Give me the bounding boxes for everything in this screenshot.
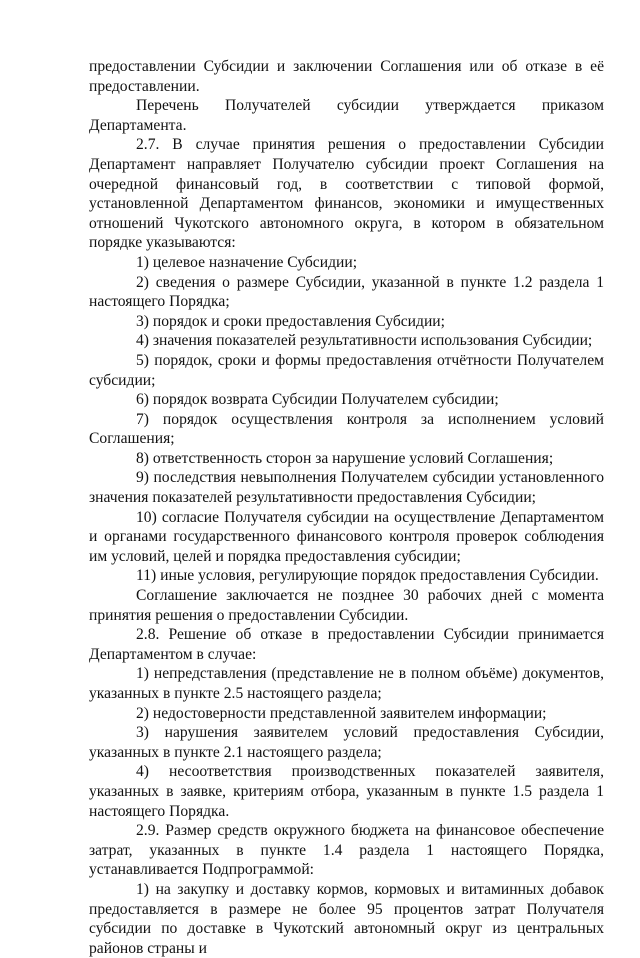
- paragraph-agreement-deadline: Соглашение заключается не позднее 30 рабочих дней с момента принятия решения о предоставлении Субсидии.: [89, 587, 604, 624]
- list-item-2-8-2: 2) недостоверности представленной заявителем информации;: [136, 704, 547, 722]
- list-item-2-7-3: 3) порядок и сроки предоставления Субсидии;: [136, 312, 445, 330]
- list-item-2-7-7: 7) порядок осуществления контроля за исполнением условий Соглашения;: [89, 410, 604, 448]
- paragraph-2-8: 2.8. Решение об отказе в предоставлении Субсидии принимается Департаментом в случае:: [89, 626, 604, 663]
- list-item-2-7-2: 2) сведения о размере Субсидии, указанной в пункте 1.2 раздела 1 настоящего Порядка;: [89, 273, 604, 311]
- paragraph-2-7: 2.7. В случае принятия решения о предоставлении Субсидии Департамент направляет Получателю субсидии проект Соглашения на очередной финансовый год, в соответствии с типовой формой, установленной Департаментом финансов, экономики и имущественных отношений Чукотского автономного округа, в котором в обязательном порядке указываются:: [89, 136, 604, 252]
- list-item-2-7-5: 5) порядок, сроки и формы предоставления отчётности Получателем субсидии;: [89, 351, 604, 389]
- list-item-2-7-11: 11) иные условия, регулирующие порядок предоставления Субсидии.: [136, 567, 599, 585]
- list-item-2-9-1: 1) на закупку и доставку кормов, кормовых и витаминных добавок предоставляется в размере не более 95 процентов затрат Получателя субсидии по доставке в Чукотский автономный округ из центральных районов страны и: [89, 880, 604, 957]
- list-item-2-7-8: 8) ответственность сторон за нарушение условий Соглашения;: [136, 449, 554, 467]
- list-item-2-8-1: 1) непредставления (представление не в полном объёме) документов, указанных в пункте 2.5 настоящего раздела;: [89, 665, 604, 702]
- list-item-2-7-1: 1) целевое назначение Субсидии;: [136, 253, 358, 271]
- list-item-2-7-9: 9) последствия невыполнения Получателем субсидии установленного значения показателей результативности предоставления Субсидии;: [89, 469, 604, 507]
- list-item-2-7-10: 10) согласие Получателя субсидии на осуществление Департаментом и органами государственного финансового контроля проверок соблюдения им условий, целей и порядка предоставления субсидии;: [89, 508, 604, 565]
- list-item-2-7-6: 6) порядок возврата Субсидии Получателем субсидии;: [136, 391, 499, 409]
- paragraph-2-9: 2.9. Размер средств окружного бюджета на финансовое обеспечение затрат, указанных в пункте 1.4 раздела 1 настоящего Порядка, устанавливается Подпрограммой:: [89, 822, 604, 879]
- paragraph-recipients-list: Перечень Получателей субсидии утверждается приказом Департамента.: [89, 97, 604, 134]
- list-item-2-8-4: 4) несоответствия производственных показателей заявителя, указанных в заявке, критериям отбора, указанным в пункте 1.5 раздела 1 настоящего Порядка.: [89, 763, 604, 820]
- list-item-2-8-3: 3) нарушения заявителем условий предоставления Субсидии, указанных в пункте 2.1 настоящего раздела;: [89, 724, 604, 761]
- list-item-2-7-4: 4) значения показателей результативности использования Субсидии;: [136, 332, 593, 350]
- paragraph-continuation: предоставлении Субсидии и заключении Соглашения или об отказе в её предоставлении.: [89, 58, 604, 95]
